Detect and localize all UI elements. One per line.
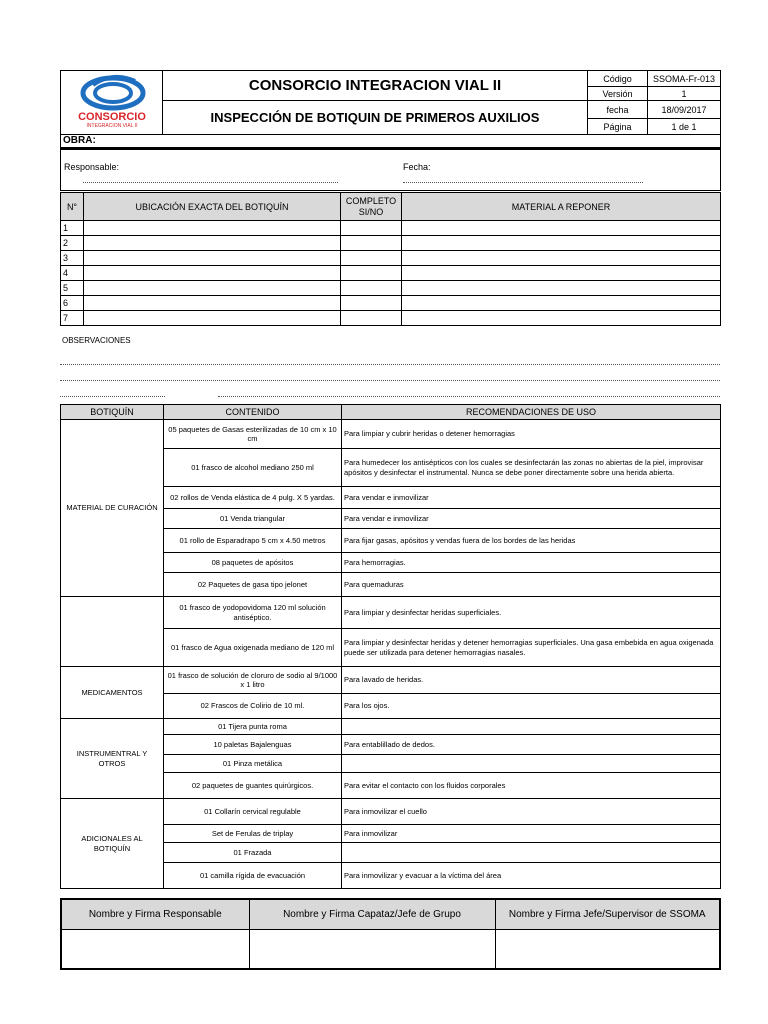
item-uso <box>342 755 721 773</box>
completo-cell[interactable] <box>341 251 402 266</box>
item-uso: Para vendar e inmovilizar <box>342 487 721 509</box>
item-uso: Para inmovilizar y evacuar a la víctima del área <box>342 863 721 889</box>
row-number: 6 <box>61 296 84 311</box>
completo-cell[interactable] <box>341 266 402 281</box>
logo-subtext: INTEGRACION VIAL II <box>86 123 137 129</box>
item-contenido: 01 rollo de Esparadrapo 5 cm x 4.50 metros <box>164 529 342 553</box>
item-contenido: 02 paquetes de guantes quirúrgicos. <box>164 773 342 799</box>
col-header-ubicacion: UBICACIÓN EXACTA DEL BOTIQUÍN <box>84 193 341 221</box>
ubicacion-cell[interactable] <box>84 266 341 281</box>
col-header-recomendaciones: RECOMENDACIONES DE USO <box>342 405 721 420</box>
completo-cell[interactable] <box>341 296 402 311</box>
responsable-line[interactable] <box>83 182 338 183</box>
ubicacion-cell[interactable] <box>84 296 341 311</box>
inspection-table <box>60 192 721 326</box>
row-number: 2 <box>61 236 84 251</box>
item-uso: Para lavado de heridas. <box>342 667 721 694</box>
item-uso: Para los ojos. <box>342 694 721 719</box>
item-uso: Para inmovilizar el cuello <box>342 799 721 825</box>
row-number: 7 <box>61 311 84 326</box>
signature-table <box>60 898 721 970</box>
group-material-curacion: MATERIAL DE CURACIÓN <box>61 420 164 597</box>
form-subtitle: INSPECCIÓN DE BOTIQUIN DE PRIMEROS AUXILIOS <box>163 101 588 135</box>
item-uso <box>342 719 721 735</box>
signature-field-supervisor[interactable] <box>495 929 720 969</box>
meta-value-version: 1 <box>648 87 721 101</box>
col-header-num: N° <box>61 193 84 221</box>
group-medicamentos: MEDICAMENTOS <box>61 667 164 719</box>
fecha-line[interactable] <box>403 182 643 183</box>
consorcio-logo-icon <box>63 71 161 129</box>
item-uso: Para hemorragias. <box>342 553 721 573</box>
item-uso: Para entablillado de dedos. <box>342 735 721 755</box>
item-contenido: 01 frasco de yodopovidoma 120 ml solución antiséptico. <box>164 597 342 629</box>
item-uso: Para quemaduras <box>342 573 721 597</box>
item-uso: Para limpiar y desinfectar heridas y detener hemorragias superficiales. Una gasa embebida en agua oxigenada puede ser utilizada para detener hemorragias nasales. <box>342 629 721 667</box>
obra-label: OBRA: <box>60 134 721 148</box>
item-contenido: 02 rollos de Venda elástica de 4 pulg. X 5 yardas. <box>164 487 342 509</box>
observaciones-label: OBSERVACIONES <box>62 336 131 345</box>
item-uso: Para inmovilizar <box>342 825 721 843</box>
item-contenido: 01 Collarín cervical regulable <box>164 799 342 825</box>
signature-header-capataz: Nombre y Firma Capataz/Jefe de Grupo <box>249 899 495 929</box>
row-number: 1 <box>61 221 84 236</box>
item-contenido: 01 camilla rígida de evacuación <box>164 863 342 889</box>
item-uso: Para evitar el contacto con los fluidos corporales <box>342 773 721 799</box>
item-contenido: 01 frasco de alcohol mediano 250 ml <box>164 449 342 487</box>
material-cell[interactable] <box>402 281 721 296</box>
meta-label-version: Versión <box>588 87 648 101</box>
completo-cell[interactable] <box>341 236 402 251</box>
group-instrumental: INSTRUMENTRAL Y OTROS <box>61 719 164 799</box>
item-contenido: 02 Frascos de Colirio de 10 ml. <box>164 694 342 719</box>
completo-cell[interactable] <box>341 281 402 296</box>
observaciones-line[interactable] <box>218 396 720 397</box>
material-cell[interactable] <box>402 221 721 236</box>
item-contenido: 01 Pinza metálica <box>164 755 342 773</box>
item-uso: Para limpiar y cubrir heridas o detener hemorragias <box>342 420 721 449</box>
observaciones-line[interactable] <box>60 396 165 397</box>
item-contenido: 02 Paquetes de gasa tipo jelonet <box>164 573 342 597</box>
item-contenido: 01 Tijera punta roma <box>164 719 342 735</box>
ubicacion-cell[interactable] <box>84 236 341 251</box>
item-uso: Para fijar gasas, apósitos y vendas fuera de los bordes de las heridas <box>342 529 721 553</box>
observaciones-line[interactable] <box>60 364 720 365</box>
observaciones-line[interactable] <box>60 380 720 381</box>
col-header-material: MATERIAL A REPONER <box>402 193 721 221</box>
col-header-contenido: CONTENIDO <box>164 405 342 420</box>
item-uso: Para humedecer los antisépticos con los cuales se desinfectarán las zonas no abiertas de la piel, improvisar apósitos y desinfectar el instrumental. Nunca se debe poner directamente sobre una herida abierta. <box>342 449 721 487</box>
material-cell[interactable] <box>402 236 721 251</box>
material-cell[interactable] <box>402 251 721 266</box>
meta-value-fecha: 18/09/2017 <box>648 101 721 119</box>
ubicacion-cell[interactable] <box>84 221 341 236</box>
fecha-label: Fecha: <box>403 162 431 172</box>
meta-label-codigo: Código <box>588 71 648 87</box>
logo-cell <box>61 71 163 135</box>
item-contenido: 01 Frazada <box>164 843 342 863</box>
meta-value-pagina: 1 de 1 <box>648 119 721 135</box>
item-contenido: Set de Ferulas de triplay <box>164 825 342 843</box>
item-uso: Para limpiar y desinfectar heridas superficiales. <box>342 597 721 629</box>
group-blank-cell <box>61 597 164 667</box>
item-uso <box>342 843 721 863</box>
item-contenido: 01 frasco de solución de cloruro de sodio al 9/1000 x 1 litro <box>164 667 342 694</box>
material-cell[interactable] <box>402 311 721 326</box>
completo-cell[interactable] <box>341 311 402 326</box>
completo-cell[interactable] <box>341 221 402 236</box>
item-contenido: 08 paquetes de apósitos <box>164 553 342 573</box>
material-cell[interactable] <box>402 296 721 311</box>
ubicacion-cell[interactable] <box>84 251 341 266</box>
item-contenido: 01 Venda triangular <box>164 509 342 529</box>
row-number: 4 <box>61 266 84 281</box>
ubicacion-cell[interactable] <box>84 281 341 296</box>
signature-field-responsable[interactable] <box>61 929 249 969</box>
row-number: 5 <box>61 281 84 296</box>
meta-value-codigo: SSOMA-Fr-013 <box>648 71 721 87</box>
signature-header-responsable: Nombre y Firma Responsable <box>61 899 249 929</box>
col-header-completo: COMPLETO SI/NO <box>341 193 402 221</box>
responsable-label: Responsable: <box>64 162 120 172</box>
header-table <box>60 70 721 135</box>
meta-label-fecha: fecha <box>588 101 648 119</box>
ubicacion-cell[interactable] <box>84 311 341 326</box>
row-number: 3 <box>61 251 84 266</box>
material-cell[interactable] <box>402 266 721 281</box>
responsable-box <box>60 148 721 191</box>
content-table <box>60 404 721 889</box>
group-adicionales: ADICIONALES AL BOTIQUÍN <box>61 799 164 889</box>
signature-field-capataz[interactable] <box>249 929 495 969</box>
company-title: CONSORCIO INTEGRACION VIAL II <box>163 71 588 101</box>
logo-text: CONSORCIO <box>77 111 146 123</box>
item-contenido: 10 paletas Bajalenguas <box>164 735 342 755</box>
meta-label-pagina: Página <box>588 119 648 135</box>
col-header-botiquin: BOTIQUÍN <box>61 405 164 420</box>
item-contenido: 01 frasco de Agua oxigenada mediano de 120 ml <box>164 629 342 667</box>
signature-header-supervisor: Nombre y Firma Jefe/Supervisor de SSOMA <box>495 899 720 929</box>
item-contenido: 05 paquetes de Gasas esterilizadas de 10 cm x 10 cm <box>164 420 342 449</box>
item-uso: Para vendar e inmovilizar <box>342 509 721 529</box>
